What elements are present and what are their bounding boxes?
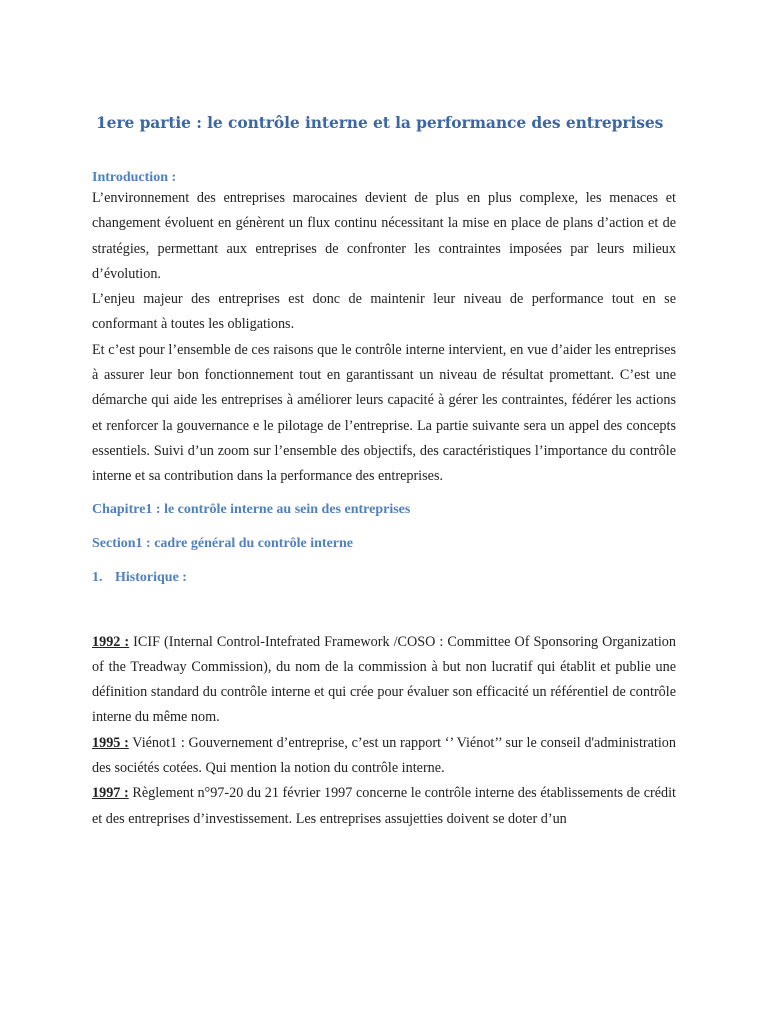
history-year: 1995 : <box>92 734 129 751</box>
chapter-heading: Chapitre1 : le contrôle interne au sein des entreprises <box>92 501 411 517</box>
subsection-number: 1. <box>92 569 103 585</box>
subsection-heading <box>92 570 676 586</box>
history-text: Viénot1 : Gouvernement d’entreprise, c’est un rapport ‘’ Viénot’’ sur le conseil d'administration des sociétés cotées. Qui mention la notion du contrôle interne. <box>92 734 676 777</box>
history-year: 1992 : <box>92 633 130 650</box>
introduction-heading: Introduction : <box>92 170 177 185</box>
intro-paragraph-3: Et c’est pour l’ensemble de ces raisons que le contrôle interne intervient, en vue d’aider les entreprises à assurer leur bon fonctionnement tout en garantissant un niveau de résultat promettant. C’est une démarche qui aide les entreprises à améliorer leurs capacité à gérer les contraintes, fédérer les actions et renforcer la gouvernance e le pilotage de l’entreprise. La partie suivante sera un appel des concepts essentiels. Suivi d’un zoom sur l’ensemble des objectifs, des caractéristiques l’importance du contrôle interne et sa contribution dans la performance des entreprises. <box>92 341 676 485</box>
history-entry-1992 <box>92 630 676 731</box>
subsection-title: Historique : <box>115 569 187 585</box>
intro-paragraph-1: L’environnement des entreprises marocaines devient de plus en plus complexe, les menaces et changement évoluent en génèrent un flux continu nécessitant la mise en place de plans d’action et de stratégies, permettant aux entreprises de confronter les contraintes imposées par leurs milieux d’évolution. <box>92 190 676 282</box>
history-year: 1997 : <box>92 785 129 802</box>
history-text: ICIF (Internal Control-Intefrated Framework /COSO : Committee Of Sponsoring Organization of the Treadway Commission), du nom de la commission à but non lucratif qui établit et publie une définition standard du contrôle interne et qui crée pour évaluer son efficacité un référentiel de contrôle interne du même nom. <box>92 633 676 726</box>
document-body <box>92 113 676 832</box>
intro-paragraph-2: L’enjeu majeur des entreprises est donc de maintenir leur niveau de performance tout en se conformant à toutes les obligations. <box>92 291 676 333</box>
history-entry-1995 <box>92 731 676 782</box>
history-entry-1997 <box>92 781 676 832</box>
section-heading: Section1 : cadre général du contrôle interne <box>92 535 354 551</box>
document-title: 1ere partie : le contrôle interne et la performance des entreprises <box>96 113 664 132</box>
history-text: Règlement n°97-20 du 21 février 1997 concerne le contrôle interne des établissements de crédit et des entreprises d’investissement. Les entreprises assujetties doivent se doter d’un <box>92 785 676 827</box>
